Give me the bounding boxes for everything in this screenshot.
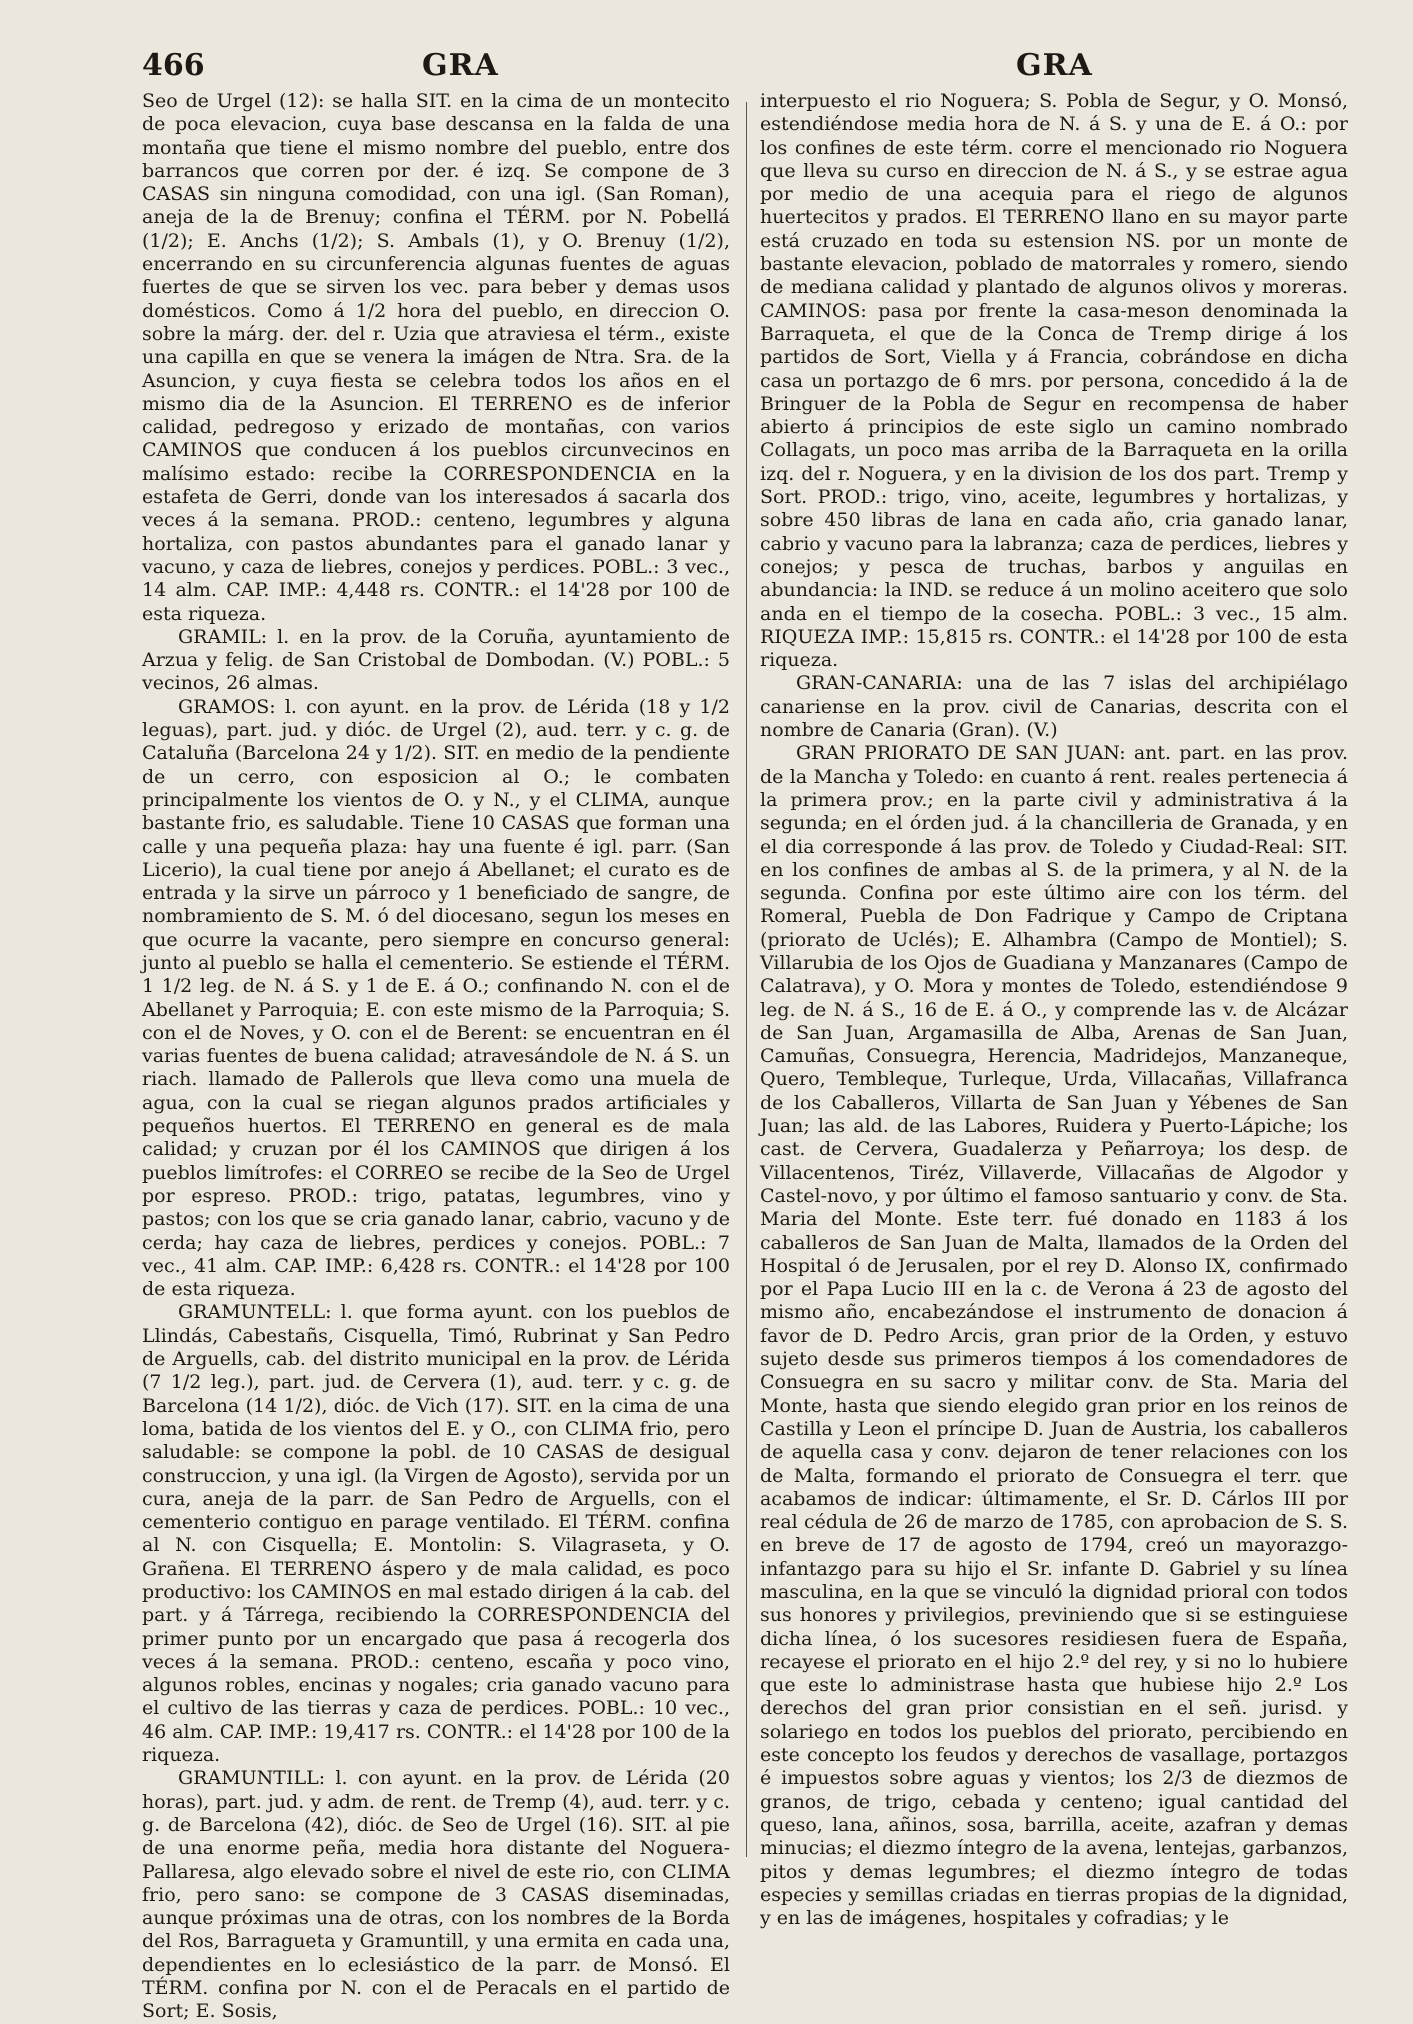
running-head-right: GRA	[1016, 48, 1093, 83]
entry-gran-priorato-de-san-juan: GRAN PRIORATO DE SAN JUAN: ant. part. en las prov. de la Mancha y Toledo: en cuanto á rent. reales pertenecia á la primera prov.; en la parte civil y administrativa á la segunda; en el órden jud. á la chancilleria de Granada, y en el dia corresponde á las prov. de Toledo y Ciudad-Real: SIT. en los confines de ambas al S. de la primera, y al N. de la segunda. Confina por este último aire con los térm. del Romeral, Puebla de Don Fadrique y Campo de Criptana (priorato de Uclés); E. Alhambra (Campo de Montiel); S. Villarubia de los Ojos de Guadiana y Manzanares (Campo de Calatrava), y O. Mora y montes de Toledo, estendiéndose 9 leg. de N. á S., 16 de E. á O., y comprende las v. de Alcázar de San Juan, Argamasilla de Alba, Arenas de San Juan, Camuñas, Consuegra, Herencia, Madridejos, Manzaneque, Quero, Tembleque, Turleque, Urda, Villacañas, Villafranca de los Caballeros, Villarta de San Juan y Yébenes de San Juan; las ald. de las Labores, Ruidera y Puerto-Lápiche; los cast. de Cervera, Guadalerza y Peñarroya; los desp. de Villacentenos, Tiréz, Villaverde, Villacañas de Algodor y Castel-novo, y por último el famoso santuario y conv. de Sta. Maria del Monte. Este terr. fué donado en 1183 á los caballeros de San Juan de Malta, llamados de la Orden del Hospital ó de Jerusalen, por el rey D. Alonso IX, confirmado por el Papa Lucio III en la c. de Verona á 23 de agosto del mismo año, encabezándose el instrumento de donacion á favor de D. Pedro Arcis, gran prior de la Orden, y estuvo sujeto desde sus primeros tiempos á los comendadores de Consuegra en su sacro y militar conv. de Sta. Maria del Monte, hasta que siendo elegido gran prior en los reinos de Castilla y Leon el príncipe D. Juan de Austria, los caballeros de aquella casa y conv. dejaron de tener relaciones con los de Malta, formando el priorato de Consuegra el terr. que acabamos de indicar: últimamente, el Sr. D. Cárlos III por real cédula de 26 de marzo de 1785, con aprobacion de S. S. en breve de 17 de agosto de 1794, creó un mayorazgo-infantazgo para su hijo el Sr. infante D. Gabriel y su línea masculina, en la que se vinculó la dignidad prioral con todos sus honores y privilegios, previniendo que si se estinguiese dicha línea, ó los sucesores residiesen fuera de España, recayese el priorato en el hijo 2.º del rey, y si no lo hubiere que este lo administrase hasta que hubiese hijo 2.º Los derechos del gran prior consistian en el señ. jurisd. y solariego en todos los pueblos del priorato, percibiendo en este concepto los feudos y derechos de vasallage, portazgos é impuestos sobre aguas y vientos; los 2/3 de diezmos de granos, de trigo, cebada y centeno; igual cantidad del queso, lana, añinos, sosa, barrilla, aceite, azafran y demas minucias; el diezmo íntegro de la avena, lentejas, garbanzos, pitos y demas legumbres; el diezmo íntegro de todas especies y semillas criadas en tierras propias de la dignidad, y en las de imágenes, hospitales y cofradias; y le	[760, 742, 1348, 1930]
right-column	[760, 90, 1348, 1930]
entry-gramuntill-continuation: interpuesto el rio Noguera; S. Pobla de Segur, y O. Monsó, estendiéndose media hora de N. á S. y una de E. á O.: por los confines de este térm. corre el mencionado rio Noguera que lleva su curso en direccion de N. á S., y se estrae agua por medio de una acequia para el riego de algunos huertecitos y prados. El TERRENO llano en su mayor parte está cruzado en toda su estension NS. por un monte de bastante elevacion, poblado de matorrales y romero, siendo de mediana calidad y plantado de algunos olivos y moreras. CAMINOS: pasa por frente la casa-meson denominada la Barraqueta, el que de la Conca de Tremp dirige á los partidos de Sort, Viella y á Francia, cobrándose en dicha casa un portazgo de 6 mrs. por persona, concedido á la de Bringuer de la Pobla de Segur en recompensa de haber abierto á principios de este siglo un camino nombrado Collagats, un poco mas arriba de la Barraqueta en la orilla izq. del r. Noguera, y en la division de los dos part. Tremp y Sort. PROD.: trigo, vino, aceite, legumbres y hortalizas, y sobre 450 libras de lana en cada año, cria ganado lanar, cabrio y vacuno para la labranza; caza de perdices, liebres y conejos; y pesca de truchas, barbos y anguilas en abundancia: la IND. se reduce á un molino aceitero que solo anda en el tiempo de la cosecha. POBL.: 3 vec., 15 alm. RIQUEZA IMP.: 15,815 rs. CONTR.: el 14'28 por 100 de esta riqueza.	[760, 90, 1348, 672]
left-column	[142, 90, 730, 2023]
column-divider	[746, 102, 747, 1857]
entry-gramil: GRAMIL: l. en la prov. de la Coruña, ayuntamiento de Arzua y felig. de San Cristobal de Dombodan. (V.) POBL.: 5 vecinos, 26 almas.	[142, 625, 730, 695]
running-head-left: GRA	[422, 48, 499, 83]
entry-gramuntill: GRAMUNTILL: l. con ayunt. en la prov. de Lérida (20 horas), part. jud. y adm. de rent. de Tremp (4), aud. terr. y c. g. de Barcelona (42), dióc. de Seo de Urgel (16). SIT. al pie de una enorme peña, media hora distante del Noguera-Pallaresa, algo elevado sobre el nivel de este rio, con CLIMA frio, pero sano: se compone de 3 CASAS diseminadas, aunque próximas una de otras, con los nombres de la Borda del Ros, Barragueta y Gramuntill, y una ermita en cada una, dependientes en lo eclesiástico de la parr. de Monsó. El TÉRM. confina por N. con el de Peracals en el partido de Sort; E. Sosis,	[142, 1767, 730, 2023]
page-number: 466	[142, 48, 205, 83]
entry-gramuntell: GRAMUNTELL: l. que forma ayunt. con los pueblos de Llindás, Cabestañs, Cisquella, Timó, Rubrinat y San Pedro de Arguells, cab. del distrito municipal en la prov. de Lérida (7 1/2 leg.), part. jud. de Cervera (1), aud. terr. y c. g. de Barcelona (14 1/2), dióc. de Vich (17). SIT. en la cima de una loma, batida de los vientos del E. y O., con CLIMA frio, pero saludable: se compone la pobl. de 10 CASAS de desigual construccion, y una igl. (la Virgen de Agosto), servida por un cura, aneja de la parr. de San Pedro de Arguells, con el cementerio contiguo en parage ventilado. El TÉRM. confina al N. con Cisquella; E. Montolin: S. Vilagraseta, y O. Grañena. El TERRENO áspero y de mala calidad, es poco productivo: los CAMINOS en mal estado dirigen á la cab. del part. y á Tárrega, recibiendo la CORRESPONDENCIA del primer punto por un encargado que pasa á recogerla dos veces á la semana. PROD.: centeno, escaña y poco vino, algunos robles, encinas y nogales; cria ganado vacuno para el cultivo de las tierras y caza de perdices. POBL.: 10 vec., 46 alm. CAP. IMP.: 19,417 rs. CONTR.: el 14'28 por 100 de la riqueza.	[142, 1301, 730, 1767]
entry-gran-canaria: GRAN-CANARIA: una de las 7 islas del archipiélago canariense en la prov. civil de Canarias, descrita con el nombre de Canaria (Gran). (V.)	[760, 672, 1348, 742]
entry-seo-de-urgel-continuation: Seo de Urgel (12): se halla SIT. en la cima de un montecito de poca elevacion, cuya base descansa en la falda de una montaña que tiene el mismo nombre del pueblo, entre dos barrancos que corren por der. é izq. Se compone de 3 CASAS sin ninguna comodidad, con una igl. (San Roman), aneja de la de Brenuy; confina el TÉRM. por N. Pobellá (1/2); E. Anchs (1/2); S. Ambals (1), y O. Brenuy (1/2), encerrando en su circunferencia algunas fuentes de aguas fuertes de que se sirven los vec. para beber y demas usos domésticos. Como á 1/2 hora del pueblo, en direccion O. sobre la márg. der. del r. Uzia que atraviesa el térm., existe una capilla en que se venera la imágen de Ntra. Sra. de la Asuncion, y cuya fiesta se celebra todos los años en el mismo dia de la Asuncion. El TERRENO es de inferior calidad, pedregoso y erizado de montañas, con varios CAMINOS que conducen á los pueblos circunvecinos en malísimo estado: recibe la CORRESPONDENCIA en la estafeta de Gerri, donde van los interesados á sacarla dos veces á la semana. PROD.: centeno, legumbres y alguna hortaliza, con pastos abundantes para el ganado lanar y vacuno, y caza de liebres, conejos y perdices. POBL.: 3 vec., 14 alm. CAP. IMP.: 4,448 rs. CONTR.: el 14'28 por 100 de esta riqueza.	[142, 90, 730, 625]
entry-gramos: GRAMOS: l. con ayunt. en la prov. de Lérida (18 y 1/2 leguas), part. jud. y dióc. de Urgel (2), aud. terr. y c. g. de Cataluña (Barcelona 24 y 1/2). SIT. en medio de la pendiente de un cerro, con esposicion al O.; le combaten principalmente los vientos de O. y N., y el CLIMA, aunque bastante frio, es saludable. Tiene 10 CASAS que forman una calle y una pequeña plaza: hay una fuente é igl. parr. (San Licerio), la cual tiene por anejo á Abellanet; el curato es de entrada y la sirve un párroco y 1 beneficiado de sangre, de nombramiento de S. M. ó del diocesano, segun los meses en que ocurre la vacante, pero siempre en concurso general: junto al pueblo se halla el cementerio. Se estiende el TÉRM. 1 1/2 leg. de N. á S. y 1 de E. á O.; confinando N. con el de Abellanet y Parroquia; E. con este mismo de la Parroquia; S. con el de Noves, y O. con el de Berent: se encuentran en él varias fuentes de buena calidad; atravesándole de N. á S. un riach. llamado de Pallerols que lleva como una muela de agua, con la cual se riegan algunos prados artificiales y pequeños huertos. El TERRENO en general es de mala calidad; y cruzan por él los CAMINOS que dirigen á los pueblos limítrofes: el CORREO se recibe de la Seo de Urgel por espreso. PROD.: trigo, patatas, legumbres, vino y pastos; con los que se cria ganado lanar, cabrio, vacuno y de cerda; hay caza de liebres, perdices y conejos. POBL.: 7 vec., 41 alm. CAP. IMP.: 6,428 rs. CONTR.: el 14'28 por 100 de esta riqueza.	[142, 695, 730, 1301]
